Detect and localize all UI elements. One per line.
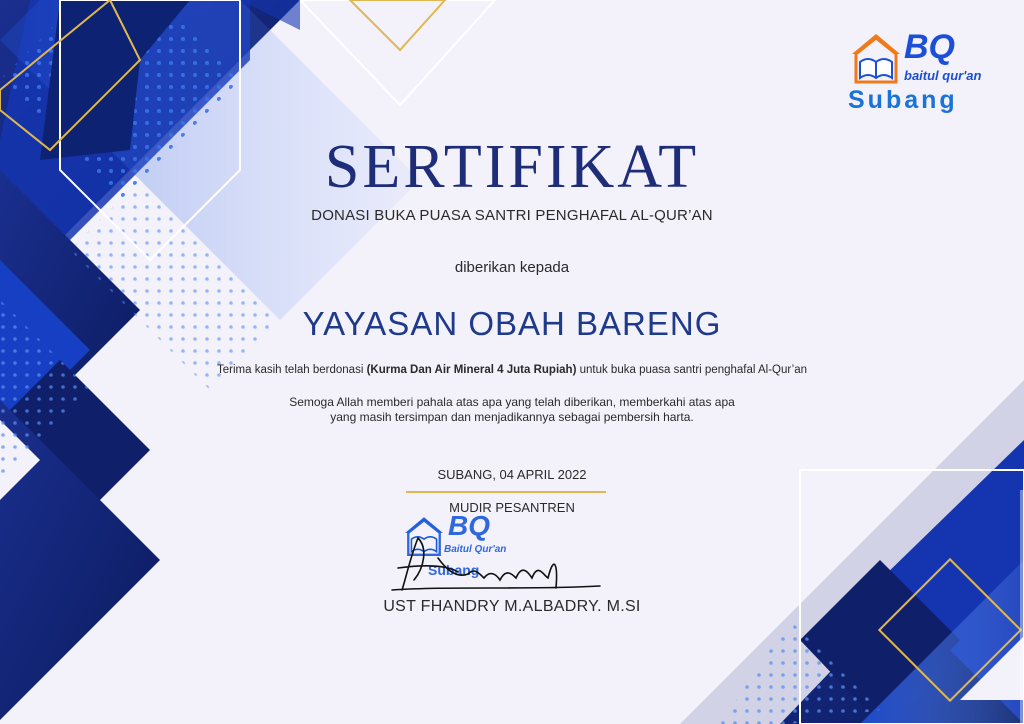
thanks-text [0, 364, 1024, 376]
certificate-subtitle: DONASI BUKA PUASA SANTRI PENGHAFAL AL-QUR’AN [311, 207, 713, 224]
stamp-tagline: Baitul Qur'an [444, 544, 507, 555]
signer-role: MUDIR PESANTREN [449, 500, 575, 515]
thanks-suffix: untuk buka puasa santri penghafal Al-Qur’an [579, 364, 807, 376]
divider-line [406, 491, 606, 493]
recipient-name: YAYASAN OBAH BARENG [302, 305, 722, 342]
logo-tagline: baitul qur'an [904, 68, 982, 83]
logo-city: Subang [848, 86, 958, 114]
logo-mark: BQ [904, 28, 955, 66]
stamp-mark: BQ [448, 510, 490, 541]
prayer-line-2: yang masih tersimpan dan menjadikannya sebagai pembersih harta. [330, 410, 694, 424]
given-to-label: diberikan kepada [454, 259, 570, 276]
prayer-line-1: Semoga Allah memberi pahala atas apa yang telah diberikan, memberkahi atas apa [289, 395, 735, 409]
house-book-icon [848, 30, 904, 86]
place-date: SUBANG, 04 APRIL 2022 [437, 467, 587, 482]
handwritten-signature [388, 528, 618, 598]
prayer-text [0, 395, 1024, 425]
signer-name: UST FHANDRY M.ALBADRY. M.SI [383, 598, 641, 615]
certificate-title: SERTIFIKAT [324, 133, 700, 201]
donation-detail: (Kurma Dan Air Mineral 4 Juta Rupiah) [366, 364, 577, 376]
stamp-city: Subang [428, 562, 480, 578]
thanks-prefix: Terima kasih telah berdonasi [217, 364, 364, 376]
